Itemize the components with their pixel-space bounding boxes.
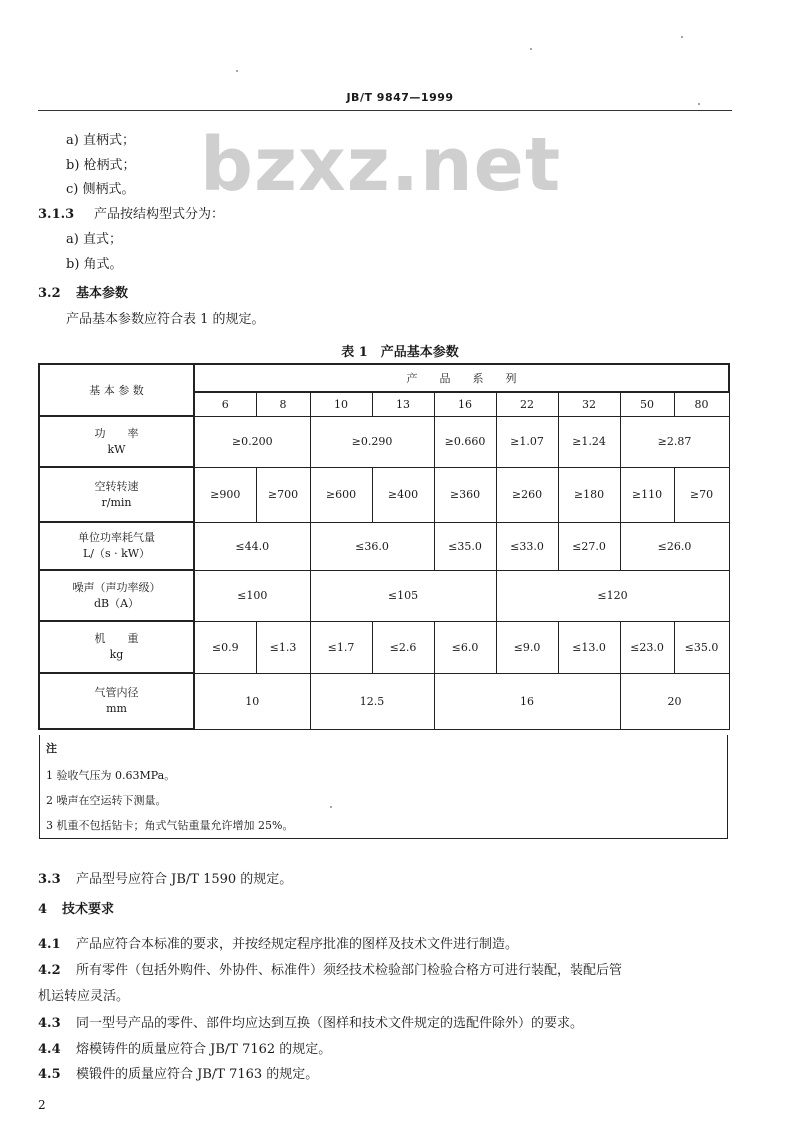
table-cell: ≥2.87 <box>620 416 729 467</box>
table-cell: ≥1.07 <box>496 416 558 467</box>
table-cell: ≤9.0 <box>496 621 558 673</box>
table-cell: 12.5 <box>310 673 434 729</box>
series-label: 10 <box>310 392 372 416</box>
scan-speck <box>681 36 683 38</box>
row-label-text: 机 重 <box>94 632 139 645</box>
table-cell: ≥110 <box>620 467 674 522</box>
row-label-text: 噪声（声功率级） <box>72 580 161 594</box>
header-rule <box>38 110 732 111</box>
row-label-noise <box>39 570 194 621</box>
table-cell: ≤36.0 <box>310 522 434 570</box>
clause-text: 产品按结构型式分为： <box>94 207 225 222</box>
row-label-text: 气管内径 <box>94 686 139 699</box>
table-cell: ≤0.9 <box>194 621 256 673</box>
row-unit: L/（s · kW） <box>82 547 151 560</box>
table-cell: ≥0.200 <box>194 416 310 467</box>
series-label: 16 <box>434 392 496 416</box>
series-label: 80 <box>674 392 729 416</box>
clause-text: 产品应符合本标准的要求，并按经规定程序批准的图样及技术文件进行制造。 <box>76 937 519 952</box>
table-cell: ≥260 <box>496 467 558 522</box>
table-cell: ≤6.0 <box>434 621 496 673</box>
clause-text-continued: 机运转应灵活。 <box>38 989 130 1004</box>
table-cell: ≥360 <box>434 467 496 522</box>
table-cell: ≤105 <box>310 570 496 621</box>
clause-text: 所有零件（包括外购件、外协件、标准件）须经技术检验部门检验合格方可进行装配，装配后管 <box>76 963 623 978</box>
note-item: 3 机重不包括钻卡；角式气钻重量允许增加 25%。 <box>46 819 294 832</box>
row-label-air-consumption <box>39 522 194 570</box>
list-item-side-handle: c) 侧柄式。 <box>66 182 135 197</box>
table-cell: ≥1.24 <box>558 416 620 467</box>
series-label: 8 <box>256 392 310 416</box>
row-label-text: 空转转速 <box>94 479 139 493</box>
clause-text: 模锻件的质量应符合 JB/T 7163 的规定。 <box>76 1067 319 1082</box>
table-notes <box>39 735 728 839</box>
table-cell: 16 <box>434 673 620 729</box>
clause-number: 4.4 <box>38 1042 61 1057</box>
table-cell: ≤2.6 <box>372 621 434 673</box>
clause-number: 3.1.3 <box>38 207 75 222</box>
table-cell: ≥180 <box>558 467 620 522</box>
clause-number: 3.2 <box>38 286 61 301</box>
row-unit: r/min <box>101 495 132 509</box>
row-label-hose-diameter <box>39 673 194 729</box>
table-cell: ≤33.0 <box>496 522 558 570</box>
table-header-parameter: 基 本 参 数 <box>39 364 194 416</box>
table-caption: 表 1 产品基本参数 <box>341 345 459 360</box>
row-label-speed <box>39 467 194 522</box>
row-label-power <box>39 416 194 467</box>
series-label: 13 <box>372 392 434 416</box>
row-label-weight <box>39 621 194 673</box>
list-item-straight: a) 直式； <box>66 232 122 247</box>
scan-speck <box>530 48 532 50</box>
series-label: 32 <box>558 392 620 416</box>
section-number: 4 <box>38 902 48 917</box>
table-cell: ≥0.660 <box>434 416 496 467</box>
series-label: 50 <box>620 392 674 416</box>
document-code: JB/T 9847—1999 <box>346 91 454 104</box>
table-cell: ≥700 <box>256 467 310 522</box>
clause-number: 3.3 <box>38 872 61 887</box>
scan-speck <box>698 103 700 105</box>
clause-number: 4.3 <box>38 1016 61 1031</box>
table-cell: ≤1.3 <box>256 621 310 673</box>
row-label-text: 单位功率耗气量 <box>78 531 155 544</box>
table-cell: ≤120 <box>496 570 729 621</box>
table-cell: ≥900 <box>194 467 256 522</box>
clause-number: 4.5 <box>38 1067 61 1082</box>
table-cell: ≤35.0 <box>674 621 729 673</box>
table-cell: ≤26.0 <box>620 522 729 570</box>
watermark: bzxz.net <box>200 122 562 208</box>
clause-text: 熔模铸件的质量应符合 JB/T 7162 的规定。 <box>76 1042 332 1057</box>
table-cell: ≤44.0 <box>194 522 310 570</box>
table-cell: ≥400 <box>372 467 434 522</box>
list-item-pistol-handle: b) 枪柄式； <box>66 158 136 173</box>
clause-title: 基本参数 <box>76 286 129 301</box>
clause-text: 同一型号产品的零件、部件均应达到互换（图样和技术文件规定的选配件除外）的要求。 <box>76 1016 584 1031</box>
table-cell: ≤13.0 <box>558 621 620 673</box>
page-number: 2 <box>38 1098 46 1112</box>
clause-number: 4.2 <box>38 963 61 978</box>
table-header-series: 产 品 系 列 <box>194 364 729 392</box>
table-cell: ≤23.0 <box>620 621 674 673</box>
clause-text: 产品型号应符合 JB/T 1590 的规定。 <box>76 872 293 887</box>
table-cell: ≤35.0 <box>434 522 496 570</box>
clause-number: 4.1 <box>38 937 61 952</box>
table-cell: ≥0.290 <box>310 416 434 467</box>
parameters-table <box>38 363 730 730</box>
table-cell: ≥70 <box>674 467 729 522</box>
row-unit: dB（A） <box>93 596 140 610</box>
row-unit: mm <box>106 702 127 715</box>
notes-title: 注 <box>46 742 57 755</box>
list-item-straight-handle: a) 直柄式； <box>66 133 135 148</box>
table-cell: ≤1.7 <box>310 621 372 673</box>
row-unit: kg <box>109 648 124 661</box>
list-item-angle: b) 角式。 <box>66 257 123 272</box>
note-item: 1 验收气压为 0.63MPa。 <box>46 769 176 782</box>
section-title: 技术要求 <box>62 902 115 917</box>
clause-text: 产品基本参数应符合表 1 的规定。 <box>66 312 265 327</box>
table-cell: ≤100 <box>194 570 310 621</box>
note-item: 2 噪声在空运转下测量。 <box>46 794 167 807</box>
series-label: 6 <box>194 392 256 416</box>
table-cell: 10 <box>194 673 310 729</box>
series-label: 22 <box>496 392 558 416</box>
table-cell: ≤27.0 <box>558 522 620 570</box>
scan-speck <box>330 806 332 808</box>
table-cell: ≥600 <box>310 467 372 522</box>
row-unit: kW <box>107 442 126 456</box>
table-cell: 20 <box>620 673 729 729</box>
row-label-text: 功 率 <box>94 426 139 440</box>
scan-speck <box>236 70 238 72</box>
